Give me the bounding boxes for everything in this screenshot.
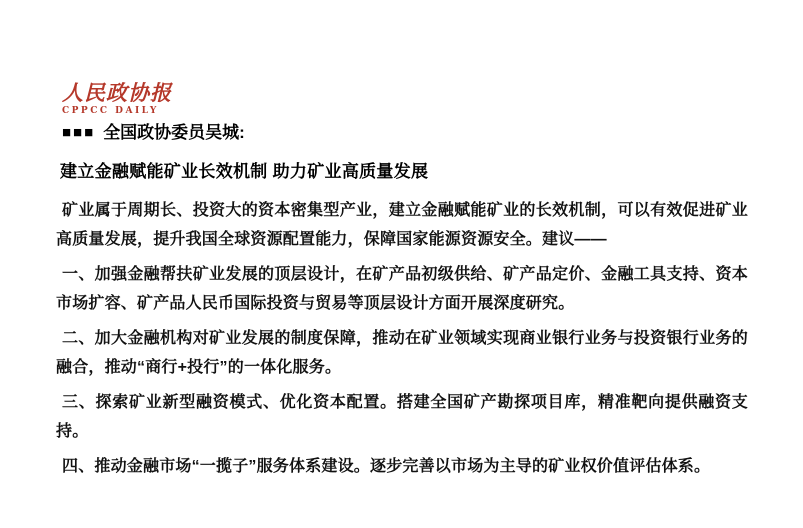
article-paragraph-3: 二、加大金融机构对矿业发展的制度保障，推动在矿业领域实现商业银行业务与投资银行业务的融合，推动“商行+投行”的一体化服务。 xyxy=(56,330,748,376)
masthead xyxy=(62,82,748,116)
article-kicker xyxy=(62,124,748,141)
article-title: 建立金融赋能矿业长效机制 助力矿业高质量发展 xyxy=(60,162,429,181)
article-paragraph-5: 四、推动金融市场“一揽子”服务体系建设。逐步完善以市场为主导的矿业权价值评估体系。 xyxy=(62,458,711,475)
article-paragraph-4: 三、探索矿业新型融资模式、优化资本配置。搭建全国矿产勘探项目库，精准靶向提供融资支持。 xyxy=(56,394,748,440)
black-squares-marker-icon: ■■■ xyxy=(62,124,96,141)
newspaper-logo-english: CPPCC DAILY xyxy=(62,106,159,116)
article-paragraph-1: 矿业属于周期长、投资大的资本密集型产业，建立金融赋能矿业的长效机制，可以有效促进矿业高质量发展，提升我国全球资源配置能力，保障国家能源资源安全。建议—— xyxy=(56,202,748,248)
article-page xyxy=(56,82,748,487)
article-body xyxy=(56,196,748,481)
kicker-text: 全国政协委员吴城: xyxy=(103,123,245,142)
article-paragraph-2: 一、加强金融帮扶矿业发展的顶层设计，在矿产品初级供给、矿产品定价、金融工具支持、资本市场扩容、矿产品人民币国际投资与贸易等顶层设计方面开展深度研究。 xyxy=(56,266,748,312)
newspaper-logo: 人民政协报 xyxy=(62,80,172,105)
